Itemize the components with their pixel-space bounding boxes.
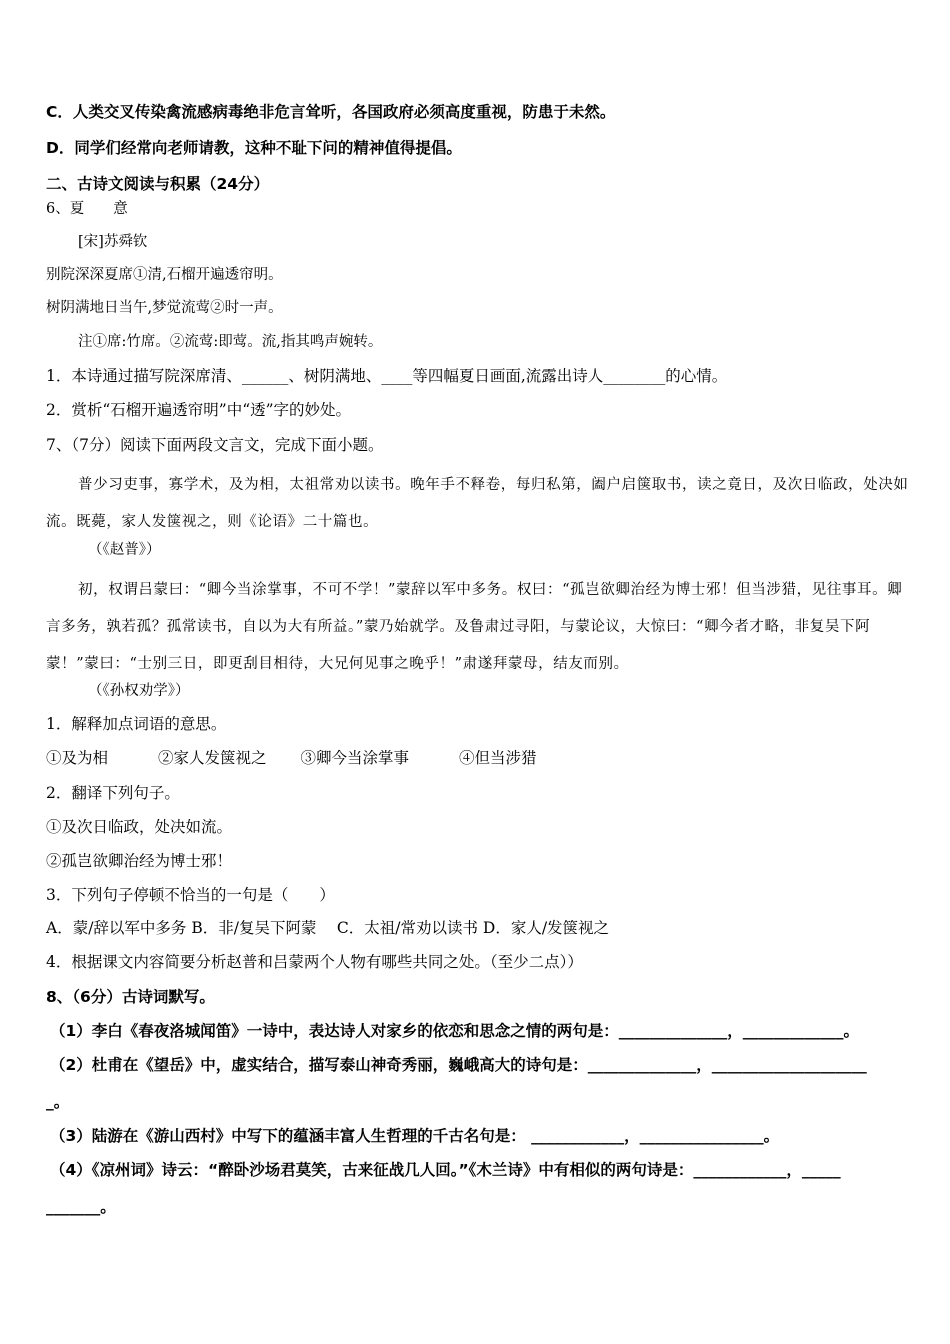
q7-sub2-sentence1: ①及次日临政，处决如流。 <box>46 818 233 836</box>
q8-title: 8、（6分）古诗词默写。 <box>46 988 215 1006</box>
poem-line-2: 树阴满地日当午,梦觉流莺②时一声。 <box>46 300 283 316</box>
passage-zhaopu: 普少习吏事，寡学术，及为相，太祖常劝以读书。晚年手不释卷，每归私第，阖户启箧取书，读之竟日，及次日临政，处决如流。既薨，家人发箧视之，则《论语》二十篇也。 <box>46 477 909 530</box>
q8-item-1: （1）李白《春夜洛城闻笛》一诗中，表达诗人对家乡的依恋和思念之情的两句是：______________，_____________。 <box>50 1022 860 1040</box>
q7-sub3-options: A．蒙/辞以军中多务 B．非/复吴下阿蒙 C．太祖/常劝以读书 D．家人/发箧视之 <box>46 919 610 937</box>
q7-sub3: 3．下列句子停顿不恰当的一句是（ ） <box>46 886 335 904</box>
q8-item-2: （2）杜甫在《望岳》中，虚实结合，描写泰山神奇秀丽，巍峨高大的诗句是：______________，____________________ <box>50 1056 867 1074</box>
q6-sub1: 1．本诗通过描写院深席清、______、树阴满地、____等四幅夏日画面,流露出诗人________的心情。 <box>46 367 728 385</box>
option-c: C．人类交叉传染禽流感病毒绝非危言耸听，各国政府必须高度重视，防患于未然。 <box>46 103 616 121</box>
q7-sub2-sentence2: ②孤岂欲卿治经为博士邪！ <box>46 852 233 870</box>
q7-sub1-items <box>46 747 910 769</box>
q7-sub4: 4．根据课文内容简要分析赵普和吕蒙两个人物有哪些共同之处。（至少二点）） <box>46 953 583 971</box>
q7-title: 7、（7分）阅读下面两段文言文，完成下面小题。 <box>46 436 384 454</box>
q8-item-3: （3）陆游在《游山西村》中写下的蕴涵丰富人生哲理的千古名句是： ____________，________________。 <box>50 1127 780 1145</box>
item-4: ④但当涉猎 <box>459 749 537 767</box>
q6-title: 6、夏 意 <box>46 201 128 217</box>
item-1: ①及为相 <box>46 749 109 767</box>
passage-zhaopu-source: （《赵普》） <box>88 542 161 558</box>
q7-sub2: 2．翻译下列句子。 <box>46 784 180 802</box>
q8-item-2-cont: _。 <box>46 1093 70 1111</box>
q7-sub1: 1．解释加点词语的意思。 <box>46 715 227 733</box>
poem-line-1: 别院深深夏席①清,石榴开遍透帘明。 <box>46 267 283 283</box>
q6-sub2: 2．赏析“石榴开遍透帘明”中“透”字的妙处。 <box>46 401 352 419</box>
item-3: ③卿今当涂掌事 <box>300 749 410 767</box>
section-two-heading: 二、古诗文阅读与积累（24分） <box>46 175 270 193</box>
passage-quanxue: 初，权谓吕蒙曰：“卿今当涂掌事，不可不学！”蒙辞以军中多务。权曰：“孤岂欲卿治经为博士邪！但当涉猎，见往事耳。卿言多务，孰若孤？孤常读书，自以为大有所益。”蒙乃始就学。及鲁肃过寻阳，与蒙论议，大惊曰：“卿今者才略，非复吴下阿蒙！”蒙曰：“士别三日，即更刮目相待，大兄何见事之晚乎！”肃遂拜蒙母，结友而别。 <box>46 582 903 672</box>
passage-quanxue-source: （《孙权劝学》） <box>88 683 190 699</box>
poem-author: [宋]苏舜钦 <box>78 234 148 250</box>
q8-item-4-cont: _______。 <box>46 1198 116 1216</box>
poem-notes: 注①席:竹席。②流莺:即莺。流,指其鸣声婉转。 <box>78 334 383 350</box>
item-2: ②家人发箧视之 <box>158 749 267 767</box>
q8-item-4: （4）《凉州词》诗云：“醉卧沙场君莫笑，古来征战几人回。”《木兰诗》中有相似的两句诗是：____________，_____ <box>50 1161 841 1179</box>
option-d: D．同学们经常向老师请教，这种不耻下问的精神值得提倡。 <box>46 139 462 157</box>
